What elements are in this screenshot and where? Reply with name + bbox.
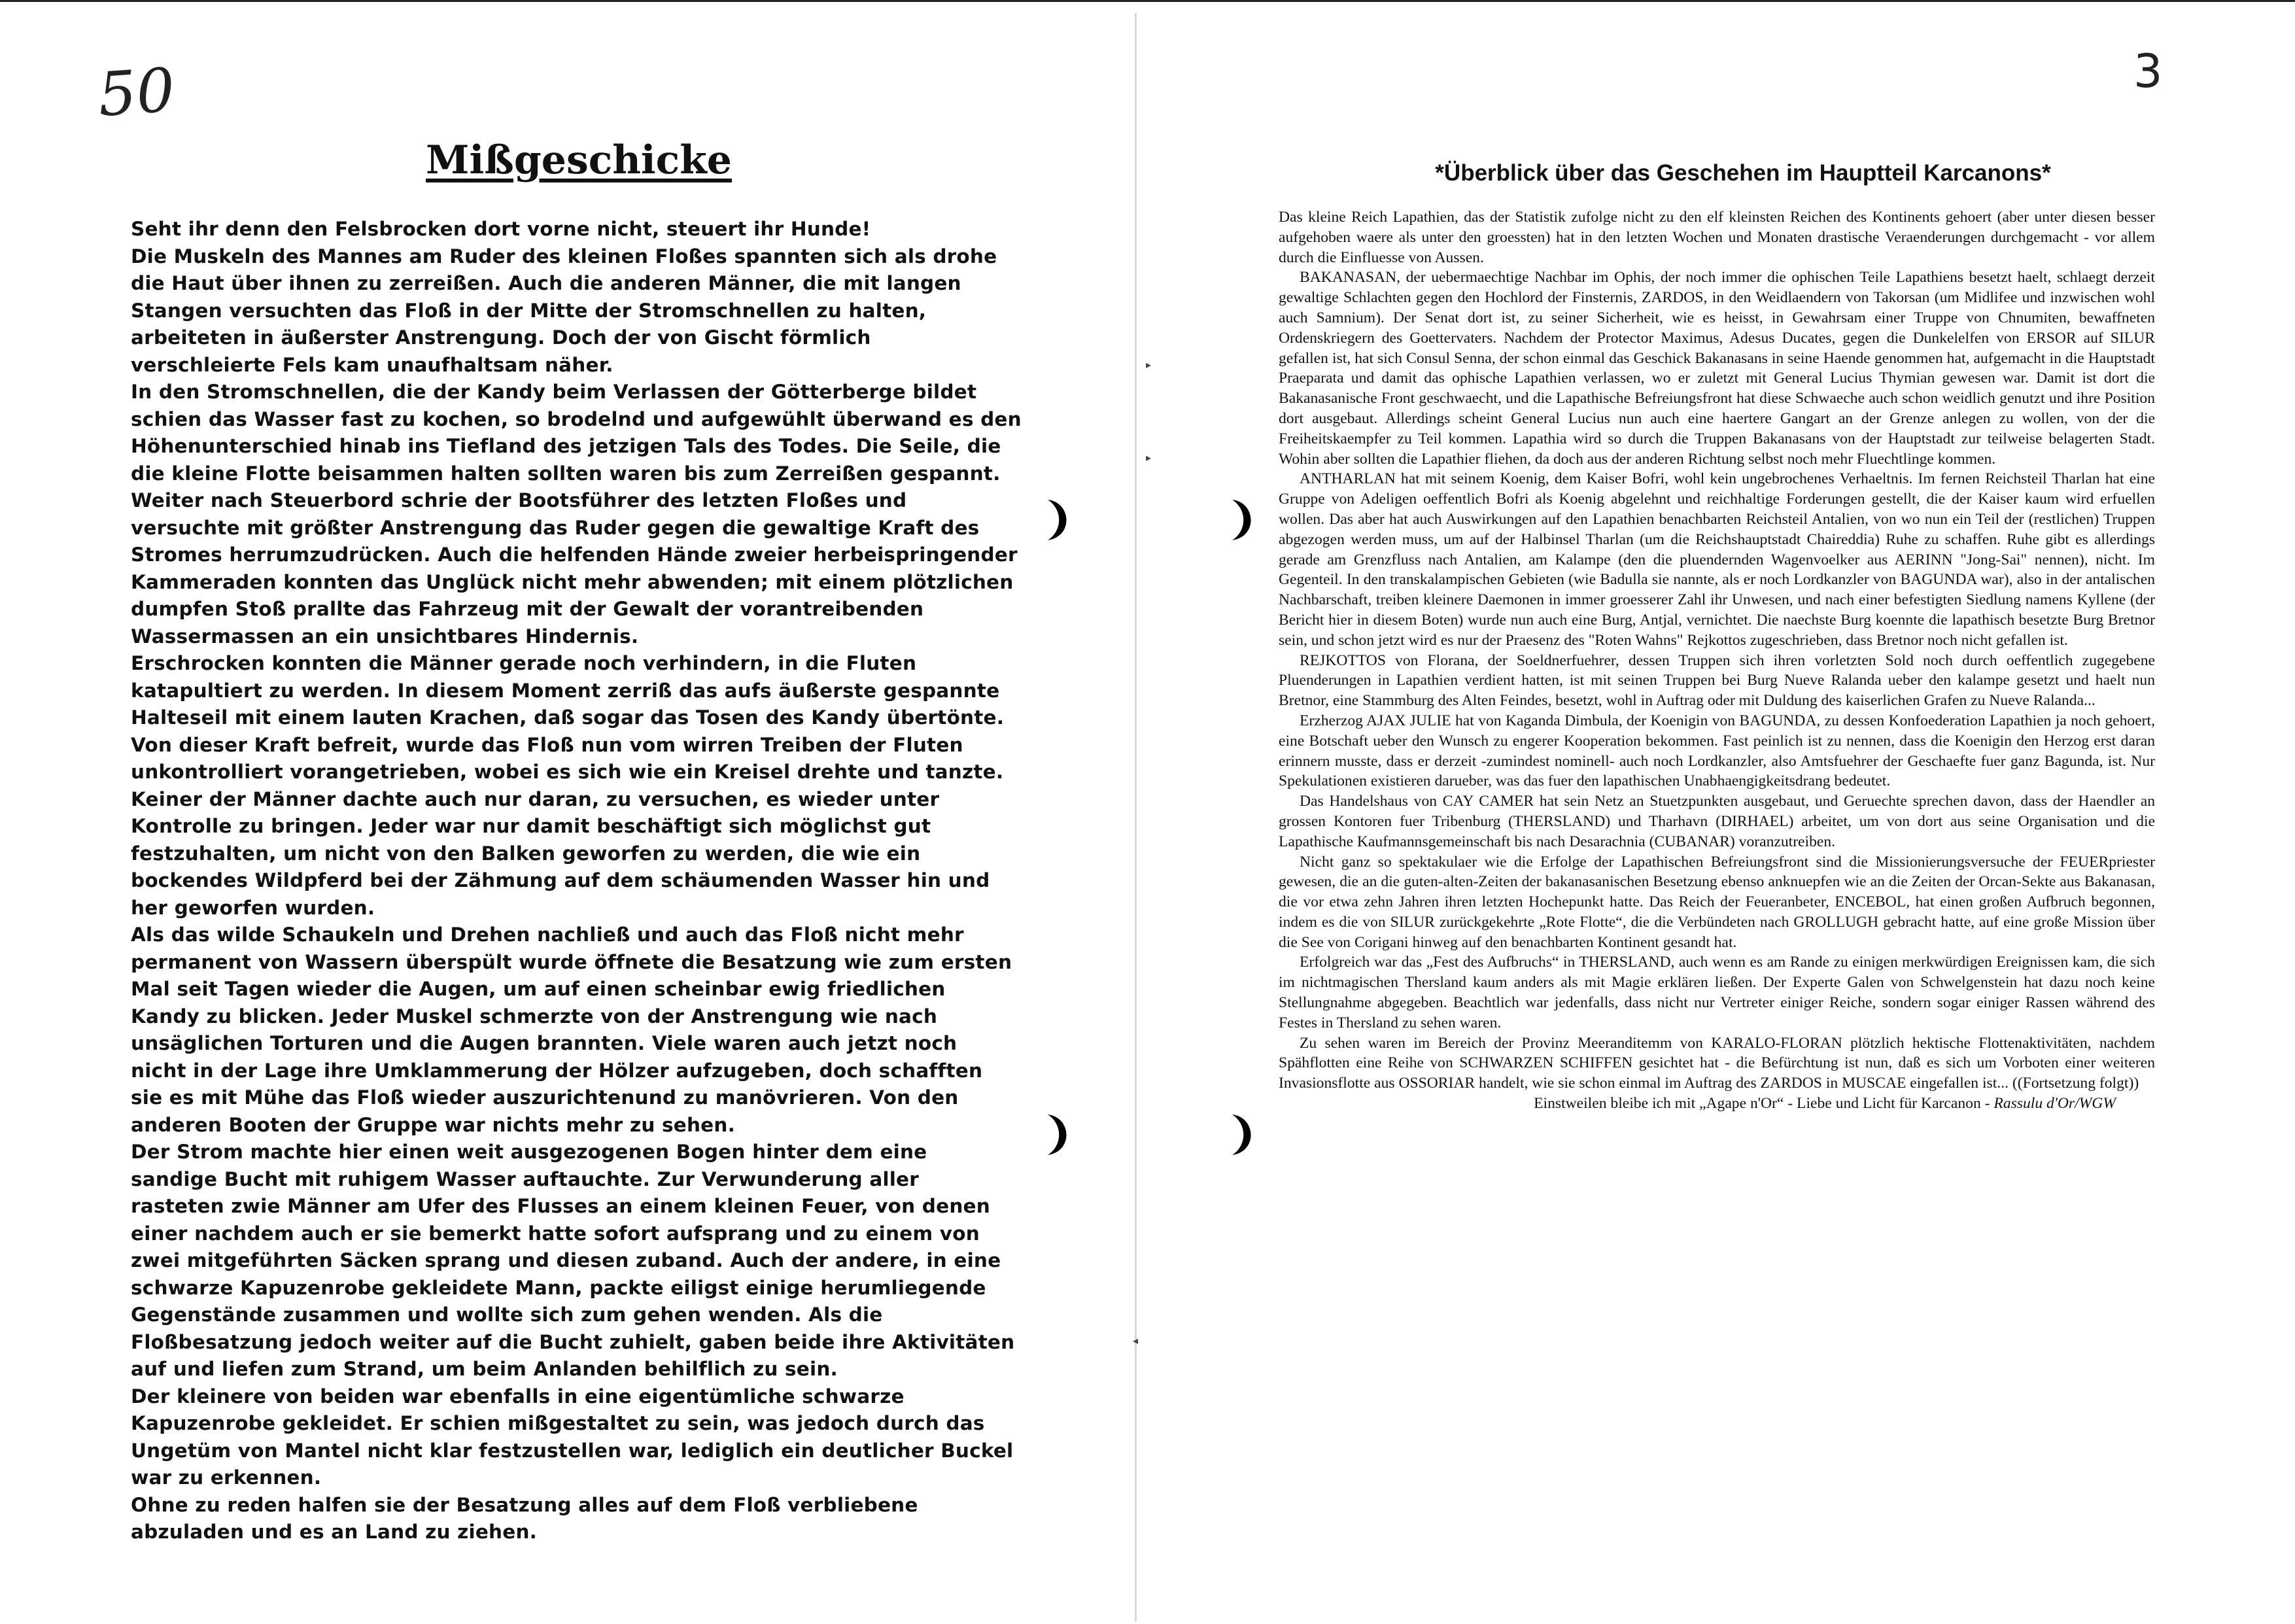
story-line: Als das wilde Schaukeln und Drehen nachließ und auch das Floß nicht mehr — [131, 924, 964, 946]
story-line: arbeiteten in äußerster Anstrengung. Doch der von Gischt förmlich — [131, 326, 871, 349]
story-line: Ungetüm von Mantel nicht klar festzustellen war, lediglich ein deutlicher Buckel — [131, 1439, 1014, 1462]
story-line: schien das Wasser fast zu kochen, so brodelnd und aufgewühlt überwand es den — [131, 407, 1022, 430]
story-line: her geworfen wurden. — [131, 896, 375, 919]
story-line: rasteten zwie Männer am Ufer des Flusses an einem kleinen Feuer, von denen — [131, 1195, 990, 1217]
overview-title: *Überblick über das Geschehen im Hauptteil Karcanons* — [1435, 160, 2051, 186]
overview-paragraph: Nicht ganz so spektakulaer wie die Erfolge der Lapathischen Befreiungsfront sind die Missionierungsversuche der FEUERpriester gewesen, die an die guten-alten-Zeiten der bakanasanischen Besetzung ebenso anknuepfen wie an die Zeiten der Orcan-Sekte aus Bakanasan, die vor etwa zehn Jahren ihren letzten Hochepunkt hatte. Das Reich der Feueranbeter, ENCEBOL, hat einen großen Aufbruch begonnen, indem es die von SILUR zurückgekehrte „Rote Flotte“, die die Verbündeten nach GROLLUGH gebracht hatte, auf eine große Mission über die See von Corigani hinweg auf den benachbarten Kontinent gesandt hat. — [1279, 853, 2155, 951]
story-line: Keiner der Männer dachte auch nur daran, zu versuchen, es wieder unter — [131, 787, 940, 810]
story-line: Der Strom machte hier einen weit ausgezogenen Bogen hinter dem eine — [131, 1141, 927, 1163]
story-line: die Haut über ihnen zu zerreißen. Auch die anderen Männer, die mit langen — [131, 272, 961, 294]
overview-paragraph: Das Handelshaus von CAY CAMER hat sein Netz an Stuetzpunkten ausgebaut, und Geruechte sprechen davon, dass der Haendler an grossen Kontoren fuer Tribenburg (THERSLAND) und Tharhavn (DIRHAEL) arbeitet, um von dort aus seine Organisation und die Lapathische Kaufmannsgemeinschaft bis nach Desarachnia (CUBANAR) voranzutreiben. — [1279, 793, 2155, 850]
story-line: nicht in der Lage ihre Umklammerung der Hölzer aufzugeben, doch schafften — [131, 1059, 983, 1082]
right-page — [1279, 160, 2155, 1114]
left-page — [131, 118, 1046, 1546]
story-line: verschleierte Fels kam unaufhaltsam näher. — [131, 353, 613, 376]
story-line: Gegenstände zusammen und wollte sich zum gehen wenden. Als die — [131, 1304, 883, 1326]
overview-paragraph: BAKANASAN, der uebermaechtige Nachbar im Ophis, der noch immer die ophischen Teile Lapathiens besetzt haelt, schlaegt derzeit gewaltige Schlachten gegen den Hochlord der Finsternis, ZARDOS, in den Weidlaendern von Takorsan (um Midlifee und inzwischen wohl auch Samnium). Der Senat dort ist, zu seiner Sicherheit, wie es heisst, in Gewahrsam einer Truppe von Chnumiten, bewaffneten Ordenskriegern des Goettervaters. Nachdem der Protector Maximus, Adesus Ducates, gegen die Dunkelelfen von ERSOR auf SILUR gefallen ist, hat sich Consul Senna, der schon einmal das Geschick Bakanasans in seine Haende genommen hat, aufgemacht in die Hauptstadt Praeparata und damit das ophische Lapathien verlassen, wo er zuletzt mit General Lucius Thymian gewesen war. Damit ist dort die Bakanasanische Front geschwaecht, und die Lapathische Befreiungsfront hat diese Schwaeche auch schon weidlich genutzt und ihre Position dort ausgebaut. Allerdings scheint General Lucius nun auch eine haertere Gangart an der Grenze anlegen zu wollen, von der die Freiheitskaempfer zu Teil kommen. Lapathia wird so durch die Truppen Bakanasans von der Hauptstadt zur teilweise belagerten Stadt. Wohin aber sollten die Lapathier fliehen, da doch aus der anderen Richtung selbst noch mehr Fluechtlinge kommen. — [1279, 269, 2155, 468]
page-number-right: 3 — [2133, 44, 2163, 98]
story-line: Erschrocken konnten die Männer gerade noch verhindern, in die Fluten — [131, 652, 917, 674]
story-line: Stangen versuchten das Floß in der Mitte der Stromschnellen zu halten, — [131, 299, 927, 322]
story-body — [131, 216, 1046, 1546]
story-line: dumpfen Stoß prallte das Fahrzeug mit der Gewalt der vorantreibenden — [131, 598, 924, 620]
binder-hole-icon — [1224, 1112, 1264, 1158]
story-line: Kapuzenrobe gekleidet. Er schien mißgestaltet zu sein, was jedoch durch das — [131, 1412, 985, 1434]
story-line: bockendes Wildpferd bei der Zähmung auf dem schäumenden Wasser hin und — [131, 869, 990, 891]
overview-paragraph: ANTHARLAN hat mit seinem Koenig, dem Kaiser Bofri, wohl kein ungebrochenes Verhaeltnis. Im fernen Reichsteil Tharlan hat eine Gruppe von Adeligen oeffentlich Bofri als Koenig abgelehnt und reichhaltige Forderungen gestellt, die der Kaiser kaum wird erfuellen wollen. Das aber hat auch Auswirkungen auf den Lapathien benachbarten Reichsteil Antalien, von wo nun ein Teil der (restlichen) Truppen abgezogen werden muss, um auf der Halbinsel Tharlan (um die Reichshauptstadt Chaireddia) Ruhe zu schaffen. Ruhe gibt es allerdings gerade am Grenzfluss nach Antalien, am Kalampe (den die pluendernden Wagenvoelker aus AERINN "Jong-Sai" nennen), nicht. Im Gegenteil. In den transkalampischen Gebieten (wie Badulla sie nannte, als er noch Lordkanzler von BAGUNDA war), also in der antalischen Nachbarschaft, treiben kleinere Daemonen in immer groesserer Zahl ihr Unwesen, und nach einer befestigten Siedlung namens Kyllene (der Bericht hier in diesem Boten) wurde nun auch eine Burg, Antjal, vernichtet. Die naechste Burg koennte die lapathisch besetzte Burg Bretnor sein, und schon jetzt wird es nur der Praesenz des "Roten Wahns" Rejkottos zugeschrieben, dass Bretnor noch nicht gefallen ist. — [1279, 470, 2155, 649]
story-line: Kontrolle zu bringen. Jeder war nur damit beschäftigt sich möglichst gut — [131, 815, 931, 837]
closing-signature: Rassulu d'Or/WGW — [1993, 1095, 2116, 1113]
story-line: sie es mit Mühe das Floß wieder auszurichtenund zu manövrieren. Von den — [131, 1086, 959, 1109]
binder-hole-icon — [1040, 497, 1079, 543]
story-line: festzuhalten, um nicht von den Balken geworfen zu werden, die wie ein — [131, 842, 921, 865]
story-line: Kammeraden konnten das Unglück nicht mehr abwenden; mit einem plötzlichen — [131, 570, 1014, 593]
story-line: Die Muskeln des Mannes am Ruder des kleinen Floßes spannten sich als drohe — [131, 245, 997, 268]
story-line: versuchte mit größter Anstrengung das Ruder gegen die gewaltige Kraft des — [131, 516, 980, 539]
scan-mark-icon: ▸ — [1146, 451, 1152, 464]
story-line: katapultiert zu werden. In diesem Moment zerriß das aufs äußerste gespannte — [131, 679, 1000, 702]
story-line: Kandy zu blicken. Jeder Muskel schmerzte von der Anstrengung wie nach — [131, 1005, 938, 1028]
scan-mark-icon: ▸ — [1146, 358, 1152, 371]
story-line: Weiter nach Steuerbord schrie der Bootsführer des letzten Floßes und — [131, 489, 907, 511]
story-line: die kleine Flotte beisammen halten sollten waren bis zum Zerreißen gespannt. — [131, 462, 1001, 485]
story-line: Mal seit Tagen wieder die Augen, um auf einen scheinbar ewig friedlichen — [131, 978, 946, 1000]
story-line: war zu erkennen. — [131, 1466, 322, 1489]
story-line: auf und liefen zum Strand, um beim Anlanden behilflich zu sein. — [131, 1358, 838, 1380]
overview-body — [1279, 207, 2155, 1114]
story-title: Mißgeschicke — [426, 137, 732, 183]
binder-hole-icon — [1040, 1112, 1079, 1158]
story-line: Seht ihr denn den Felsbrocken dort vorne nicht, steuert ihr Hunde! — [131, 218, 871, 240]
binder-hole-icon — [1224, 497, 1264, 543]
overview-paragraph: Das kleine Reich Lapathien, das der Statistik zufolge nicht zu den elf kleinsten Reichen des Kontinents gehoert (aber unter diesen besser aufgehoben waere als unter den groessten) hat in den letzten Wochen und Monaten drastische Veraenderungen durchgemacht - vor allem durch die Einfluesse von Aussen. — [1279, 209, 2155, 266]
story-line: permanent von Wassern überspült wurde öffnete die Besatzung wie zum ersten — [131, 950, 1012, 973]
overview-paragraph: Erfolgreich war das „Fest des Aufbruchs“ in THERSLAND, auch wenn es am Rande zu einigen merkwürdigen Ereignissen kam, die sich im nichtmagischen Thersland kaum anders als mit Magie erklären ließen. Der Experte Galen von Schwelgenstein hat dazu noch keine Stellungnahme abgegeben. Beachtlich war jedenfalls, dass nicht nur Vertreter einiger Reiche, sondern sogar einiger Rassen während des Festes in Thersland zu sehen waren. — [1279, 954, 2155, 1031]
overview-paragraph: REJKOTTOS von Florana, der Soeldnerfuehrer, dessen Truppen sich ihren vorletzten Sold noch durch oeffentlich zugegebene Pluenderungen in Lapathien verdient hatten, ist mit seinen Truppen bei Burg Nueve Ralanda ueber den kalampe gesetzt und haelt nun Bretnor, eine Stammburg des Alten Feindes, besetzt, wohl in Auftrag oder mit Duldung des kaiserlichen Grafen zu Nueve Ralanda... — [1279, 651, 2155, 710]
page-number-left: 50 — [95, 55, 177, 130]
story-line: unkontrolliert vorangetrieben, wobei es sich wie ein Kreisel drehte und tanzte. — [131, 761, 1004, 783]
story-line: In den Stromschnellen, die der Kandy beim Verlassen der Götterberge bildet — [131, 381, 977, 403]
story-line: unsäglichen Torturen und die Augen brannten. Viele waren auch jetzt noch — [131, 1032, 958, 1054]
story-line: Ohne zu reden halfen sie der Besatzung alles auf dem Floß verbliebene — [131, 1493, 918, 1516]
story-line: Stromes herrumzudrücken. Auch die helfenden Hände zweier herbeispringender — [131, 544, 1018, 566]
page-fold — [1135, 13, 1137, 1622]
story-line: anderen Booten der Gruppe war nichts mehr zu sehen. — [131, 1113, 735, 1136]
story-line: zwei mitgeführten Säcken sprang und diesen zuband. Auch der andere, in eine — [131, 1249, 1001, 1271]
story-line: Halteseil mit einem lauten Krachen, daß sogar das Tosen des Kandy übertönte. — [131, 706, 1005, 729]
story-line: einer nachdem auch er sie bemerkt hatte sofort aufsprang und zu einem von — [131, 1222, 980, 1245]
story-line: schwarze Kapuzenrobe gekleidete Mann, packte eiligst einige herumliegende — [131, 1276, 986, 1299]
closing-text: Einstweilen bleibe ich mit „Agape n'Or“ - Liebe und Licht für Karcanon - — [1534, 1095, 1994, 1113]
story-line: Höhenunterschied hinab ins Tiefland des jetzigen Tals des Todes. Die Seile, die — [131, 435, 1001, 457]
story-line: Wassermassen an ein unsichtbares Hindernis. — [131, 625, 639, 648]
story-line: abzuladen und es an Land zu ziehen. — [131, 1521, 538, 1543]
overview-paragraph: Erzherzog AJAX JULIE hat von Kaganda Dimbula, der Koenigin von BAGUNDA, zu dessen Konfoederation Lapathien ja noch gehoert, eine Botschaft ueber den Wunsch zu engerer Kooperation bekommen. Fast peinlich ist zu nennen, dass die Koenigin den Herzog erst daran erinnern musste, dass er derzeit -zumindest nominell- auch noch Lordkanzler, also Amtsfuehrer der Geschaefte fuer ganz Bagunda, ist. Nur Spekulationen existieren darueber, was das fuer den lapathischen Unabhaengigkeitsdrang bedeutet. — [1279, 712, 2155, 790]
scan-mark-icon: ◂ — [1133, 1334, 1139, 1347]
overview-paragraph: Zu sehen waren im Bereich der Provinz Meeranditemm von KARALO-FLORAN plötzlich hektische Flottenaktivitäten, nachdem Spähflotten eine Reihe von SCHWARZEN SCHIFFEN gesichtet hat - die Befürchtung ist nun, daß es sich um Vorboten einer weiteren Invasionsflotte aus OSSORIAR handelt, wie sie schon einmal im Auftrag des ZARDOS in MUSCAE eingefallen ist... ((Fortsetzung folgt)) — [1279, 1034, 2155, 1092]
top-edge-rule — [0, 0, 2295, 2]
story-line: Floßbesatzung jedoch weiter auf die Bucht zuhielt, gaben beide ihre Aktivitäten — [131, 1330, 1015, 1353]
closing-line — [1279, 1094, 2155, 1114]
story-line: Der kleinere von beiden war ebenfalls in eine eigentümliche schwarze — [131, 1385, 905, 1408]
story-line: Von dieser Kraft befreit, wurde das Floß nun vom wirren Treiben der Fluten — [131, 733, 963, 756]
story-line: sandige Bucht mit ruhigem Wasser auftauchte. Zur Verwunderung aller — [131, 1167, 920, 1190]
